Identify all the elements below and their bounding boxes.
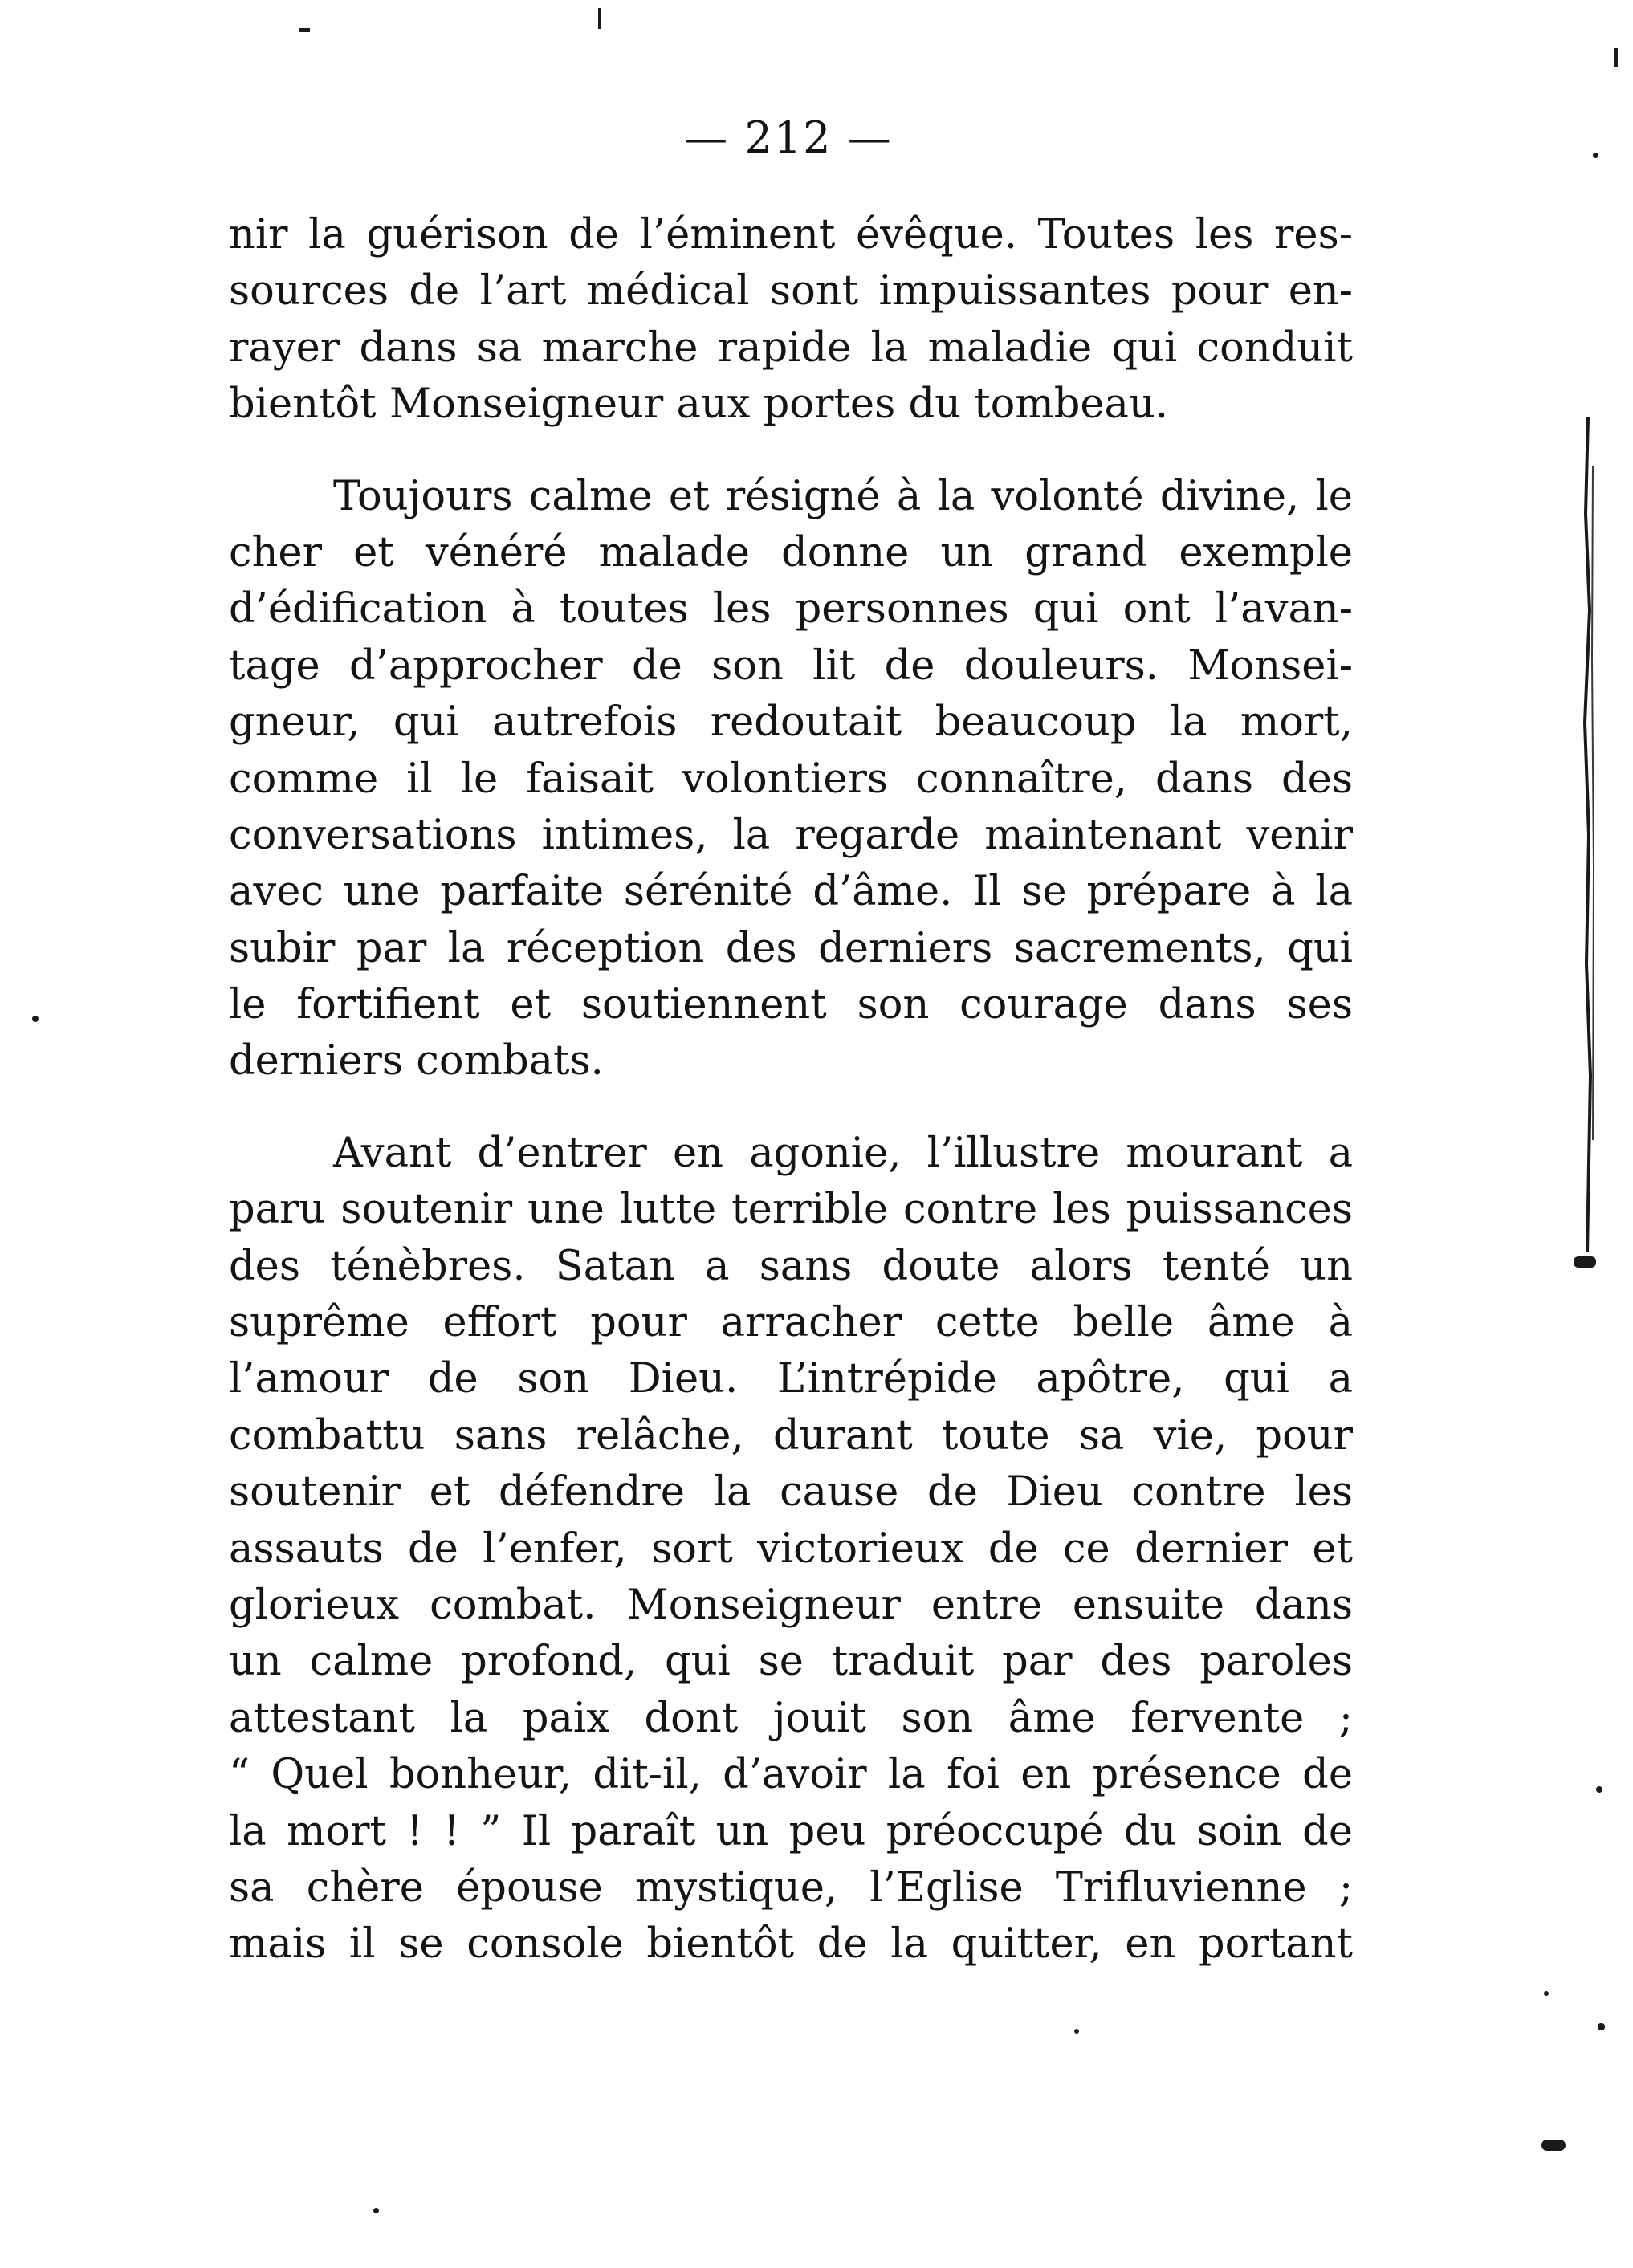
scan-speck [1598,2023,1605,2030]
text-line: soutenir et défendre la cause de Dieu contre les [229,1468,1353,1517]
text-line: l’amour de son Dieu. L’intrépide apôtre, qui a [229,1355,1353,1403]
text-line: bientôt Monseigneur aux portes du tombeau. [229,381,1169,429]
binding-edge-mark [1578,417,1596,1252]
text-line: combattu sans relâche, durant toute sa vie, pour [229,1411,1353,1460]
scan-speck [1074,2029,1079,2034]
text-line: gneur, qui autrefois redoutait beaucoup la mort, [229,698,1353,747]
text-line: cher et vénéré malade donne un grand exemple [229,528,1353,576]
scan-speck [1574,1256,1596,1268]
text-line: le fortifient et soutiennent son courage dans ses [229,981,1353,1029]
page-number [0,112,1633,163]
text-line: rayer dans sa marche rapide la maladie qui conduit [229,324,1353,372]
text-line: sa chère épouse mystique, l’Eglise Trifluvienne ; [229,1863,1353,1912]
text-line: attestant la paix dont jouit son âme fervente ; [229,1694,1353,1742]
text-line: Toujours calme et résigné à la volonté divine, le [333,472,1353,520]
text-line: sources de l’art médical sont impuissantes pour en- [229,267,1353,316]
text-line: la mort ! ! ” Il paraît un peu préoccupé du soin de [229,1807,1353,1855]
body-text [229,207,1353,1973]
text-line: Avant d’entrer en agonie, l’illustre mourant a [333,1129,1353,1177]
scan-speck [32,1016,39,1022]
scan-speck [1541,2140,1566,2151]
text-line: “ Quel bonheur, dit-il, d’avoir la foi en présence de [229,1751,1353,1799]
text-line: un calme profond, qui se traduit par des paroles [229,1638,1353,1686]
scan-speck [299,28,310,32]
text-line: derniers combats. [229,1037,604,1085]
page-number-text: — 212 — [684,112,893,163]
text-line: tage d’approcher de son lit de douleurs. Monsei- [229,641,1353,690]
text-line: mais il se console bientôt de la quitter, en portant [229,1920,1353,1969]
text-line: d’édification à toutes les personnes qui ont l’avan- [229,585,1353,633]
scan-speck [1596,1786,1602,1793]
text-line: glorieux combat. Monseigneur entre ensuite dans [229,1581,1353,1629]
scan-speck [1614,48,1618,67]
scan-speck [1593,153,1598,158]
text-line: suprême effort pour arracher cette belle âme à [229,1299,1353,1347]
text-line: des ténèbres. Satan a sans doute alors tenté un [229,1242,1353,1290]
text-line: conversations intimes, la regarde maintenant venir [229,811,1353,859]
text-line: subir par la réception des derniers sacrements, qui [229,924,1353,972]
text-line: paru soutenir une lutte terrible contre les puissances [229,1186,1353,1234]
paragraph-3 [229,1126,1353,1973]
scan-speck [1544,1991,1549,1996]
paragraph-1 [229,207,1353,434]
text-line: avec une parfaite sérénité d’âme. Il se prépare à la [229,868,1353,916]
scan-speck [598,8,601,29]
text-line: nir la guérison de l’éminent évêque. Toutes les res- [229,211,1353,259]
text-line: comme il le faisait volontiers connaître, dans des [229,755,1353,803]
scan-speck [373,2208,379,2213]
paragraph-2 [229,469,1353,1090]
text-line: assauts de l’enfer, sort victorieux de ce dernier et [229,1525,1353,1573]
